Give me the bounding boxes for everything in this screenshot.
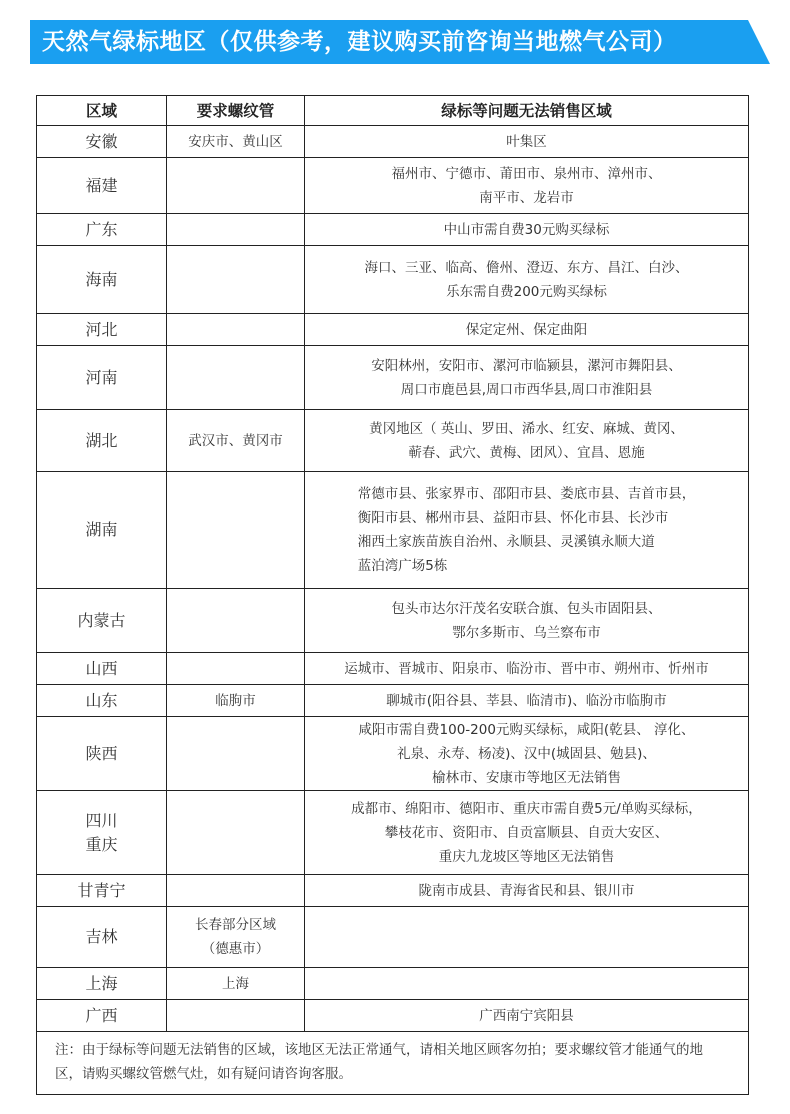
restricted-areas-cell (305, 685, 749, 717)
thread-pipe-cell (167, 589, 305, 653)
region-cell-line: 河南 (85, 367, 118, 387)
table-header-row (37, 96, 749, 126)
region-cell-line: 湖北 (85, 430, 118, 450)
table-row (37, 410, 749, 472)
thread-pipe-cell-line: 上海 (222, 975, 249, 992)
header-region: 区域 (37, 96, 167, 126)
restricted-areas-cell-line: 黄冈地区（ 英山、罗田、浠水、红安、麻城、黄冈、 (369, 420, 684, 437)
region-cell-line: 重庆 (85, 834, 118, 854)
table-row (37, 907, 749, 968)
table-row (37, 791, 749, 875)
thread-pipe-cell (167, 685, 305, 717)
restricted-areas-cell (305, 717, 749, 791)
thread-pipe-cell (167, 246, 305, 314)
region-cell-line: 四川 (85, 810, 118, 830)
restricted-areas-cell (305, 589, 749, 653)
table-row (37, 472, 749, 589)
table-row (37, 717, 749, 791)
restricted-areas-cell-line: 榆林市、安康市等地区无法销售 (432, 769, 621, 786)
region-cell (37, 472, 167, 589)
thread-pipe-cell-line: 长春部分区域 (195, 917, 276, 933)
restricted-areas-cell-line: 攀枝花市、资阳市、自贡富顺县、自贡大安区、 (384, 824, 669, 841)
region-cell-line: 河北 (85, 319, 118, 339)
restricted-areas-cell (305, 214, 749, 246)
restricted-areas-cell-line: 中山市需自费30元购买绿标 (443, 221, 610, 238)
table-body (37, 126, 749, 1095)
restricted-areas-cell-line: 成都市、绵阳市、德阳市、重庆市需自费5元/单购买绿标， (351, 800, 702, 817)
region-cell (37, 1000, 167, 1032)
thread-pipe-cell (167, 717, 305, 791)
restricted-areas-cell-line: 周口市鹿邑县,周口市西华县,周口市淮阳县 (400, 381, 653, 398)
region-cell (37, 685, 167, 717)
region-cell-line: 海南 (85, 269, 118, 289)
table-row (37, 346, 749, 410)
table-row (37, 214, 749, 246)
table-row (37, 314, 749, 346)
restricted-areas-cell (305, 875, 749, 907)
note-text: 注：由于绿标等问题无法销售的区域，该地区无法正常通气，请相关地区顾客勿拍；要求螺纹管才能通气的地区，请购买螺纹管燃气灶，如有疑问请咨询客服。 (37, 1032, 749, 1095)
thread-pipe-cell (167, 214, 305, 246)
restricted-areas-cell-line: 蓝泊湾广场5栋 (357, 558, 448, 574)
region-cell (37, 589, 167, 653)
note-row (37, 1032, 749, 1095)
restricted-areas-cell-line: 包头市达尔汗茂名安联合旗、包头市固阳县、 (391, 600, 662, 617)
restricted-areas-cell-line: 聊城市(阳谷县、莘县、临清市)、临汾市临朐市 (386, 692, 667, 709)
restricted-areas-cell-line: 运城市、晋城市、阳泉市、临汾市、晋中市、朔州市、忻州市 (344, 660, 709, 677)
restricted-areas-cell (305, 246, 749, 314)
restricted-areas-cell-line: 南平市、龙岩市 (479, 189, 574, 206)
table-row (37, 589, 749, 653)
restricted-areas-cell-line: 乐东需自费200元购买绿标 (446, 283, 607, 300)
region-cell-line: 内蒙古 (77, 610, 126, 630)
region-cell (37, 314, 167, 346)
table-row (37, 1000, 749, 1032)
region-cell-line: 甘青宁 (77, 880, 126, 900)
restricted-areas-cell-line: 常德市县、张家界市、邵阳市县、娄底市县、吉首市县， (357, 486, 696, 502)
region-cell (37, 126, 167, 158)
thread-pipe-cell (167, 653, 305, 685)
table-row (37, 246, 749, 314)
restricted-areas-cell-line: 蕲春、武穴、黄梅、团风）、宜昌、恩施 (408, 444, 645, 461)
region-cell (37, 653, 167, 685)
banner (30, 20, 770, 64)
region-cell (37, 875, 167, 907)
region-cell (37, 907, 167, 968)
restricted-areas-cell-line: 广西南宁宾阳县 (479, 1007, 574, 1024)
restricted-areas-cell (305, 346, 749, 410)
area-list (358, 482, 696, 578)
thread-pipe-cell (167, 1000, 305, 1032)
region-cell (37, 968, 167, 1000)
region-cell (37, 410, 167, 472)
region-table (36, 95, 749, 1095)
table-row (37, 968, 749, 1000)
restricted-areas-cell (305, 126, 749, 158)
region-cell-line: 湖南 (85, 520, 118, 539)
restricted-areas-cell (305, 314, 749, 346)
thread-pipe-cell (167, 875, 305, 907)
thread-pipe-cell (167, 410, 305, 472)
region-cell-line: 吉林 (85, 927, 118, 946)
region-cell (37, 346, 167, 410)
restricted-areas-cell-line: 保定定州、保定曲阳 (465, 321, 588, 338)
region-cell-line: 上海 (85, 973, 118, 993)
table-row (37, 875, 749, 907)
restricted-areas-cell (305, 907, 749, 968)
thread-pipe-cell (167, 907, 305, 968)
thread-pipe-cell (167, 791, 305, 875)
restricted-areas-cell-line: 湘西土家族苗族自治州、永顺县、灵溪镇永顺大道 (357, 534, 655, 550)
restricted-areas-cell-line: 衡阳市县、郴州市县、益阳市县、怀化市县、长沙市 (357, 510, 669, 526)
thread-pipe-cell (167, 126, 305, 158)
thread-pipe-cell-line: （德惠市） (201, 941, 270, 957)
region-cell-line: 山东 (85, 690, 118, 710)
thread-pipe-cell-line: 安庆市、黄山区 (188, 133, 283, 150)
thread-pipe-cell (167, 472, 305, 589)
thread-pipe-cell (167, 968, 305, 1000)
restricted-areas-cell-line: 叶集区 (506, 133, 547, 150)
restricted-areas-cell-line: 福州市、宁德市、莆田市、泉州市、漳州市、 (391, 165, 662, 182)
restricted-areas-cell-line: 陇南市成县、青海省民和县、银川市 (418, 882, 635, 899)
restricted-areas-cell-line: 海口、三亚、临高、儋州、澄迈、东方、昌江、白沙、 (364, 259, 689, 276)
table-row (37, 126, 749, 158)
region-cell-line: 广东 (85, 219, 118, 239)
region-cell-line: 安徽 (85, 131, 118, 151)
thread-pipe-cell-line: 武汉市、黄冈市 (188, 432, 283, 449)
restricted-areas-cell (305, 968, 749, 1000)
table-row (37, 653, 749, 685)
restricted-areas-cell-line: 重庆九龙坡区等地区无法销售 (438, 848, 615, 865)
region-cell-line: 广西 (85, 1005, 118, 1025)
thread-pipe-cell (167, 346, 305, 410)
restricted-areas-cell (305, 653, 749, 685)
table-row (37, 158, 749, 214)
region-cell-line: 福建 (85, 175, 118, 195)
thread-pipe-cell (167, 158, 305, 214)
restricted-areas-cell (305, 472, 749, 589)
region-cell-line: 陕西 (85, 743, 118, 763)
region-cell (37, 214, 167, 246)
restricted-areas-cell (305, 410, 749, 472)
region-cell (37, 791, 167, 875)
banner-title: 天然气绿标地区（仅供参考，建议购买前咨询当地燃气公司） (42, 29, 677, 55)
restricted-areas-cell-line: 鄂尔多斯市、乌兰察布市 (452, 624, 601, 641)
restricted-areas-cell (305, 791, 749, 875)
region-cell (37, 246, 167, 314)
header-restricted-areas: 绿标等问题无法销售区域 (305, 96, 749, 126)
restricted-areas-cell-line: 礼泉、永寿、杨凌)、汉中(城固县、勉县)、 (397, 745, 656, 762)
region-cell (37, 717, 167, 791)
restricted-areas-cell-line: 安阳林州，安阳市、漯河市临颍县，漯河市舞阳县、 (371, 357, 682, 374)
thread-pipe-cell (167, 314, 305, 346)
restricted-areas-cell-line: 咸阳市需自费100-200元购买绿标，咸阳(乾县、 淳化、 (358, 721, 695, 738)
header-thread-pipe: 要求螺纹管 (167, 96, 305, 126)
restricted-areas-cell (305, 158, 749, 214)
region-cell-line: 山西 (85, 658, 118, 678)
region-cell (37, 158, 167, 214)
table-row (37, 685, 749, 717)
thread-pipe-cell-line: 临朐市 (215, 692, 256, 709)
restricted-areas-cell (305, 1000, 749, 1032)
